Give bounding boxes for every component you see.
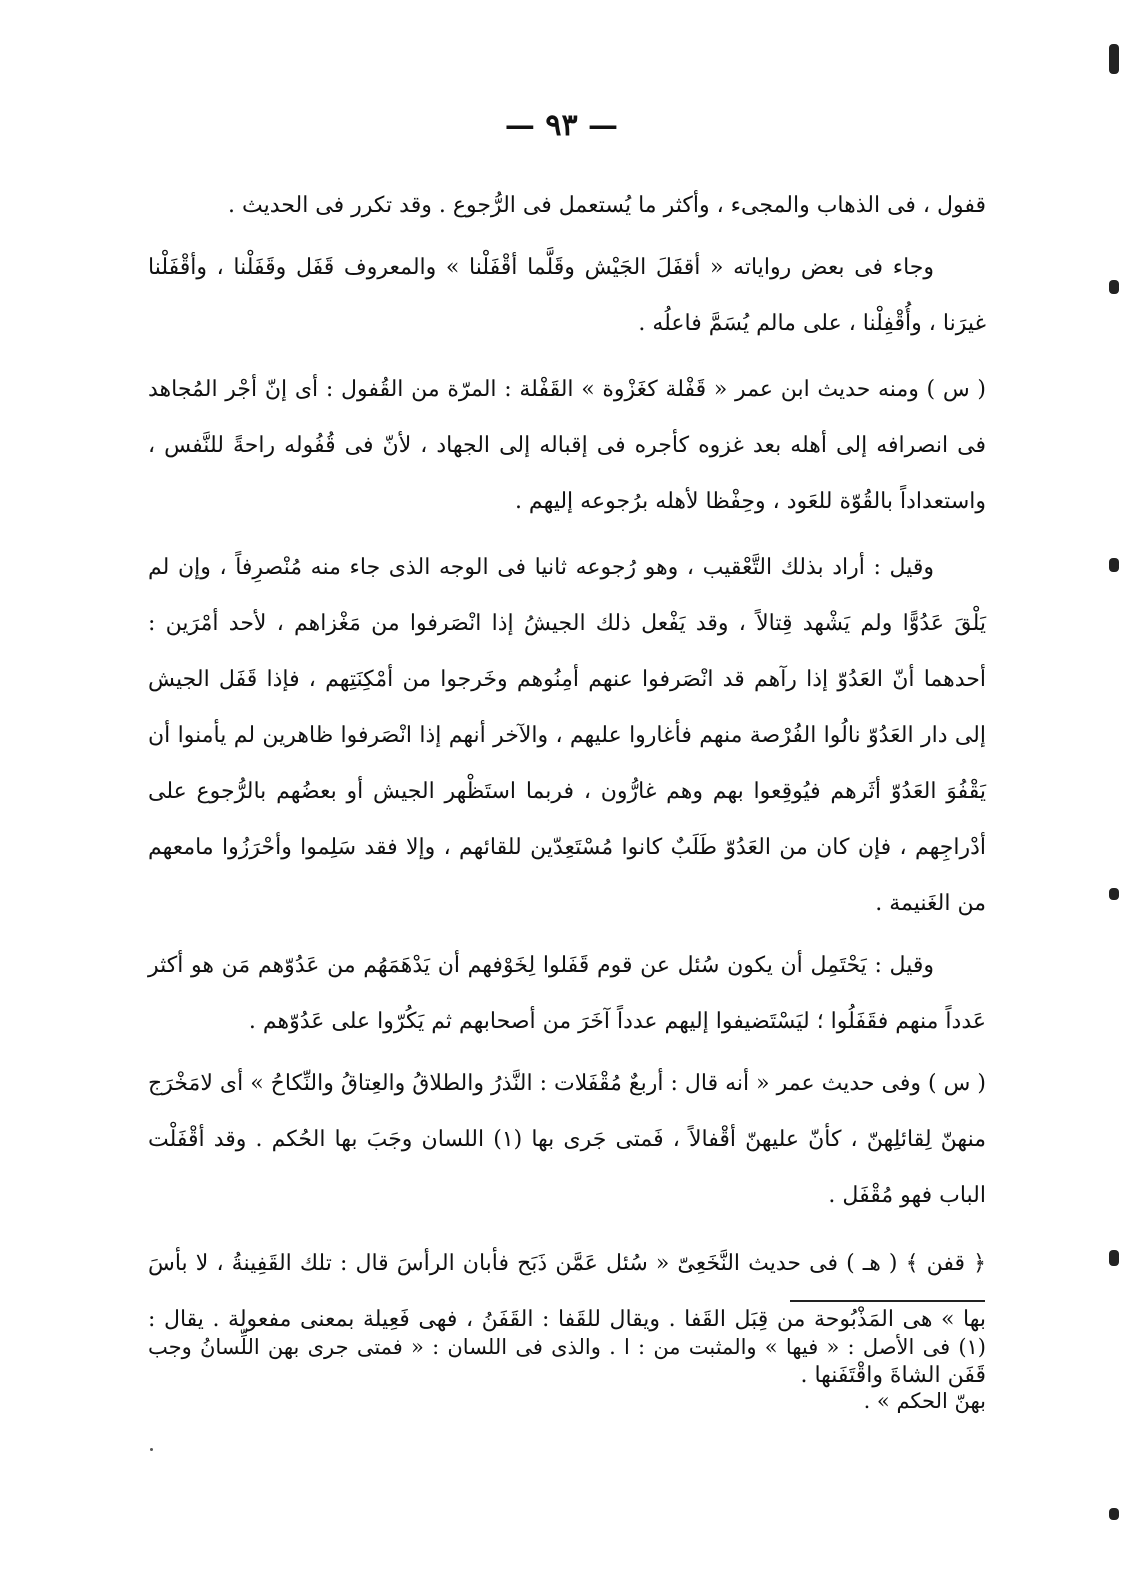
footnote-divider [790,1300,985,1302]
paragraph-continuation: قفول ، فى الذهاب والمجىء ، وأكثر ما يُستعمل فى الرُّجوع . وقد تكرر فى الحديث . [228,193,986,218]
paragraph-entry: ( س ) ومنه حديث ابن عمر « قَفْلة كغَزْوة » القَفْلة : المرّة من القُفول : أى إنّ أجْر المُجاهد فى انصرافه إلى أهله بعد غزوه كأجره فى إقباله إلى الجهاد ، لأنّ فى قُفُوله راحةً للنَّفس ، واستعداداً بالقُوّة للعَود ، وحِفْظا لأهله برُجوعه إليهم . [148,377,986,514]
scan-edge-mark [1109,888,1119,900]
page-number: — ٩٣ — [504,108,619,143]
paragraph: وجاء فى بعض رواياته « أقفَلَ الجَيْش وقَلَّما أقْفَلْنا » والمعروف قَفَل وقَفَلْنا ، وأقْفَلْنا غيرَنا ، وأُقْفِلْنا ، على مالم يُسَمَّ فاعلُه . [148,255,986,336]
scan-edge-mark [1109,1250,1119,1266]
paragraph: وقيل : يَحْتَمِل أن يكون سُئل عن قوم قَفَلوا لِخَوْفهم أن يَدْهَمَهُم من عَدُوّهم مَن هو أكثر عَدداً منهم فقَفَلُوا ؛ ليَسْتَضيفوا إليهم عدداً آخَرَ من أصحابهم ثم يَكُرّوا على عَدُوّهم . [148,953,986,1034]
scan-edge-mark [1109,558,1119,572]
paragraph-entry: ( س ) وفى حديث عمر « أنه قال : أربعٌ مُقْفَلات : النَّذرُ والطلاقُ والعِتاقُ والنِّكاحُ » أى لامَخْرَج منهنّ لِقائلِهنّ ، كأنّ عليهنّ أقْفالاً ، فَمتى جَرى بها (١) اللسان وجَبَ بها الحُكم . وقد أقْفَلْت الباب فهو مُقْفَل . [148,1071,986,1208]
scan-edge-mark [1109,1508,1119,1520]
paragraph: وقيل : أراد بذلك التَّعْقيب ، وهو رُجوعه ثانيا فى الوجه الذى جاء منه مُنْصرِفاً ، وإن لم يَلْقَ عَدُوًّا ولم يَشْهد قِتالاً ، وقد يَفْعل ذلك الجيشُ إذا انْصَرفوا من مَغْزاهم ، لأحد أمْرَين : أحدهما أنّ العَدُوّ إذا رآهم قد انْصَرفوا عنهم أمِنُوهم وخَرجوا من أمْكِنَتِهم ، فإذا قَفَل الجيش إلى دار العَدُوّ نالُوا الفُرْصة منهم فأغاروا عليهم ، والآخر أنهم إذا انْصَرفوا ظاهرين لم يأمنوا أن يَقْفُوَ العَدُوّ أثَرهم فيُوقِعوا بهم وهم غارُّون ، فربما استَظْهر الجيش أو بعضُهم بالرُّجوع على أدْراجِهم ، فإن كان من العَدُوّ طَلَبٌ كانوا مُسْتَعِدّين للقائهم ، وإلا فقد سَلِموا وأحْرَزُوا مامعهم من الغَنيمة . [148,555,986,916]
scan-edge-mark [1109,44,1119,74]
main-text [148,178,986,1410]
entry-heading-paragraph: ﴿ قفن ﴾ ( هـ ) فى حديث النَّخَعِىّ « سُئل عَمَّن ذَبَح فأبان الرأسَ قال : تلك القَفِينةُ ، لا بأسَ بها » هى المَذْبُوحة من قِبَل القَفا . ويقال للقَفا : القَفَنُ ، فهى فَعِيلة بمعنى مفعولة . يقال : قَفَن الشاةَ واقْتَفَنها . [148,1251,986,1388]
scan-speck [150,1448,153,1451]
scan-edge-mark [1109,280,1119,294]
footnote: (١) فى الأصل : « فيها » والمثبت من : ا . والذى فى اللسان : « فمتى جرى بهن اللِّسانُ وجب بهنّ الحكم » . [148,1335,986,1413]
